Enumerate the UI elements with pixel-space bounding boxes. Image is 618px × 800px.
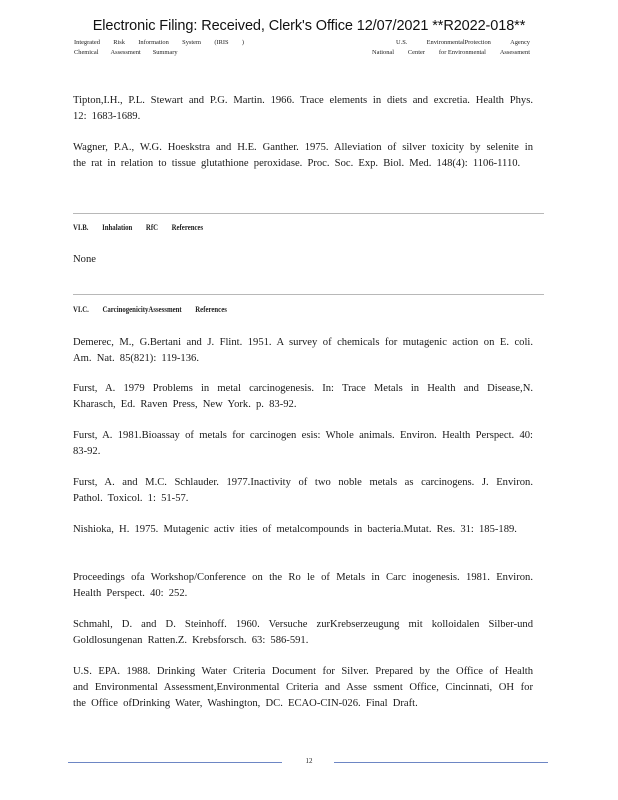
reference-schmahl: Schmahl, D. and D. Steinhoff. 1960. Versuche zurKrebserzeugung mit kolloidalen Silber-und Goldlosungenan Ratten.Z. Krebsforsch. 63: 586-591. [73, 619, 533, 646]
header-right-line1: U.S. EnvironmentalProtection Agency [396, 39, 530, 46]
header-left-line1: Integrated Risk Information System (IRIS ) [74, 39, 244, 46]
section-divider [73, 294, 544, 295]
section-divider [73, 213, 544, 214]
header-right [372, 38, 530, 58]
reference-demerec: Demerec, M., G.Bertani and J. Flint. 1951. A survey of chemicals for mutagenic action on E. coli. Am. Nat. 85(821): 119-136. [73, 337, 533, 364]
reference-wagner: Wagner, P.A., W.G. Hoeskstra and H.E. Ganther. 1975. Alleviation of silver toxicity by selenite in the rat in relation to tissue glutathione peroxidase. Proc. Soc. Exp. Biol. Med. 148(4): 1106-1110. [73, 142, 533, 169]
reference-furst-1981: Furst, A. 1981.Bioassay of metals for carcinogen esis: Whole animals. Environ. Health Perspect. 40: 83-92. [73, 430, 533, 457]
section-title-carcinogenicity: VI.C. CarcinogenicityAssessment References [73, 305, 227, 314]
section-body-none: None [73, 254, 96, 265]
reference-us-epa: U.S. EPA. 1988. Drinking Water Criteria Document for Silver. Prepared by the Office of Health and Environmental Assessment,Environmental Criteria and Asse ssment Office, Cincinnati, OH for the Office ofDrinking Water, Washington, DC. ECAO-CIN-026. Final Draft. [73, 666, 533, 709]
header-right-line2: National Center for Environmental Assessment [372, 49, 530, 56]
page-number: 12 [305, 757, 313, 765]
reference-proceedings: Proceedings ofa Workshop/Conference on the Ro le of Metals in Carc inogenesis. 1981. Environ. Health Perspect. 40: 252. [73, 572, 533, 599]
header-left [74, 38, 244, 58]
reference-furst-1979: Furst, A. 1979 Problems in metal carcinogenesis. In: Trace Metals in Health and Disease,N. Kharasch, Ed. Raven Press, New York. p. 83-92. [73, 383, 533, 410]
header-left-line2: Chemical Assessment Summary [74, 49, 178, 56]
reference-tipton: Tipton,I.H., P.L. Stewart and P.G. Martin. 1966. Trace elements in diets and excretia. Health Phys. 12: 1683-1689. [73, 95, 533, 122]
footer-line-left [68, 762, 282, 763]
section-title-inhalation-rfc: VI.B. Inhalation RfC References [73, 223, 204, 232]
footer-line-right [334, 762, 548, 763]
reference-furst-schlauder: Furst, A. and M.C. Schlauder. 1977.Inactivity of two noble metals as carcinogens. J. Environ. Pathol. Toxicol. 1: 51-57. [73, 477, 533, 504]
reference-nishioka: Nishioka, H. 1975. Mutagenic activ ities of metalcompounds in bacteria.Mutat. Res. 31: 185-189. [73, 524, 517, 535]
filing-stamp: Electronic Filing: Received, Clerk's Office 12/07/2021 **R2022-018** [92, 18, 526, 34]
